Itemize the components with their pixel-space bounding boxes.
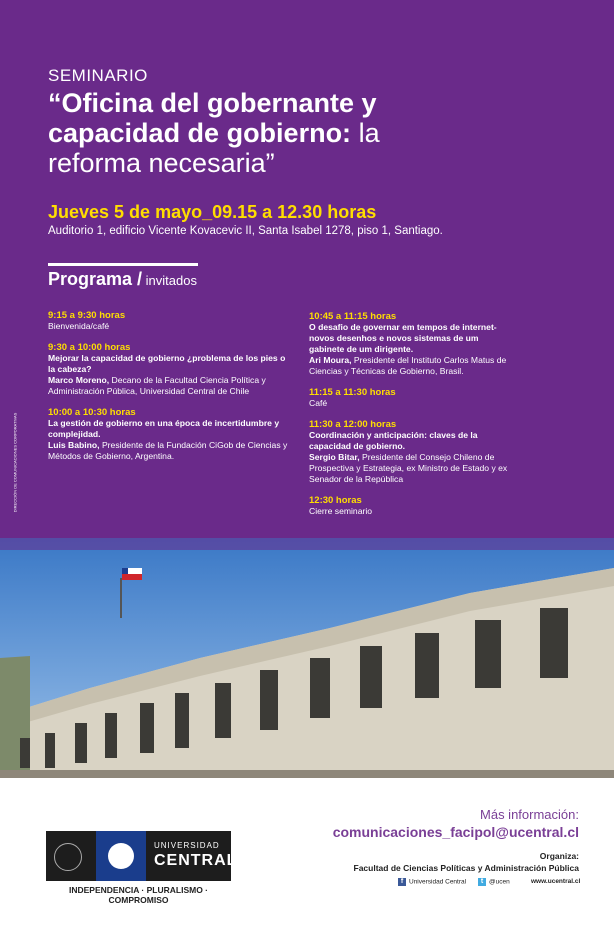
speaker-name: Sergio Bitar, — [309, 452, 360, 462]
program-detail — [309, 355, 514, 377]
program-item — [309, 419, 514, 485]
facebook-label: Universidad Central — [409, 878, 467, 886]
eyebrow-label: SEMINARIO — [48, 66, 148, 85]
detail-text: Bienvenida/café — [48, 321, 110, 331]
contact-email[interactable]: comunicaciones_facipol@ucentral.cl — [332, 824, 579, 840]
detail-text: Presidente del Instituto Carlos Matus de Ciencias y Técnicas de Gobierno, Brasil. — [309, 355, 507, 376]
facebook-icon: f — [398, 878, 406, 886]
program-time: 10:45 a 11:15 horas — [309, 311, 397, 322]
twitter-icon: t — [478, 878, 486, 886]
program-time: 12:30 horas — [309, 495, 362, 506]
detail-text: Presidente del Consejo Chileno de Prospectiva y Estrategia, ex Ministro de Estado y ex Senador de la República — [309, 452, 508, 484]
event-place: Auditorio 1, edificio Vicente Kovacevic II, Santa Isabel 1278, piso 1, Santiago. — [48, 225, 443, 237]
program-time: 11:15 a 11:30 horas — [309, 387, 396, 398]
organizer-label: Organiza: — [539, 851, 579, 861]
program-detail — [309, 506, 514, 517]
logo-circle-icon — [108, 843, 134, 869]
speaker-name: Ari Moura, — [309, 355, 352, 365]
program-topic: La gestión de gobierno en una época de incertidumbre y complejidad. — [48, 418, 280, 439]
program-detail — [48, 375, 288, 397]
detail-text: Decano de la Facultad Ciencia Política y Administración Pública, Universidad Central de Chile — [48, 375, 266, 396]
contact-info — [333, 807, 579, 873]
program-detail — [48, 321, 288, 332]
event-date: Jueves 5 de mayo_09.15 a 12.30 horas — [48, 202, 377, 222]
program-time: 9:15 a 9:30 horas — [48, 310, 126, 321]
university-logo — [46, 831, 238, 905]
detail-text: Cierre seminario — [309, 506, 373, 516]
title-line-2-bold: capacidad de gobierno: — [48, 118, 352, 148]
program-item — [309, 311, 514, 377]
program-item — [48, 342, 288, 397]
organizer-name: Facultad de Ciencias Políticas y Administración Pública — [353, 863, 579, 873]
program-time: 10:00 a 10:30 horas — [48, 407, 136, 418]
guests-label: invitados — [142, 273, 197, 288]
program-time: 9:30 a 10:00 horas — [48, 342, 131, 353]
website-link[interactable]: www.ucentral.cl — [531, 878, 581, 885]
program-item — [48, 310, 288, 332]
logo-line-1: UNIVERSIDAD — [154, 841, 220, 850]
program-heading — [48, 269, 197, 290]
side-credit-text: DIRECCIÓN DE COMUNICACIONES CORPORATIVAS — [12, 412, 18, 513]
program-left-column — [48, 310, 288, 472]
program-item — [309, 387, 514, 409]
program-detail — [309, 452, 514, 485]
title-line-1: “Oficina del gobernante y — [48, 88, 377, 118]
seminar-title — [48, 88, 593, 178]
twitter-label: @ucen — [489, 878, 510, 886]
program-topic: Coordinación y anticipación: claves de la capacidad de gobierno. — [309, 430, 478, 451]
facebook-link[interactable] — [398, 878, 466, 886]
divider — [48, 263, 198, 266]
building-illustration — [0, 538, 614, 778]
detail-text: Presidente de la Fundación CiGob de Ciencias y Métodos de Gobierno, Argentina. — [48, 440, 288, 461]
twitter-link[interactable] — [478, 878, 510, 886]
side-credit — [5, 400, 18, 530]
globe-icon — [54, 843, 82, 871]
palacio-photo — [0, 538, 614, 778]
program-item — [48, 407, 288, 462]
detail-text: Café — [309, 398, 328, 408]
title-line-3: reforma necesaria” — [48, 148, 275, 178]
program-right-column — [309, 311, 514, 527]
more-info-label: Más información: — [480, 807, 579, 822]
program-detail — [309, 398, 514, 409]
program-item — [309, 495, 514, 517]
program-topic: O desafio de governar em tempos de internet-novos desenhos e novos sistemas de um gabinete de um dirigente. — [309, 322, 497, 354]
speaker-name: Marco Moreno, — [48, 375, 110, 385]
program-detail — [48, 440, 288, 462]
program-topic: Mejorar la capacidad de gobierno ¿problema de los pies o la cabeza? — [48, 353, 286, 374]
program-time: 11:30 a 12:00 horas — [309, 419, 397, 430]
logo-tagline: INDEPENDENCIA · PLURALISMO · COMPROMISO — [69, 885, 208, 905]
title-line-2-light: la — [351, 118, 380, 148]
speaker-name: Luis Babino, — [48, 440, 100, 450]
logo-line-2: CENTRAL — [154, 852, 238, 869]
program-label: Programa / — [48, 269, 143, 289]
